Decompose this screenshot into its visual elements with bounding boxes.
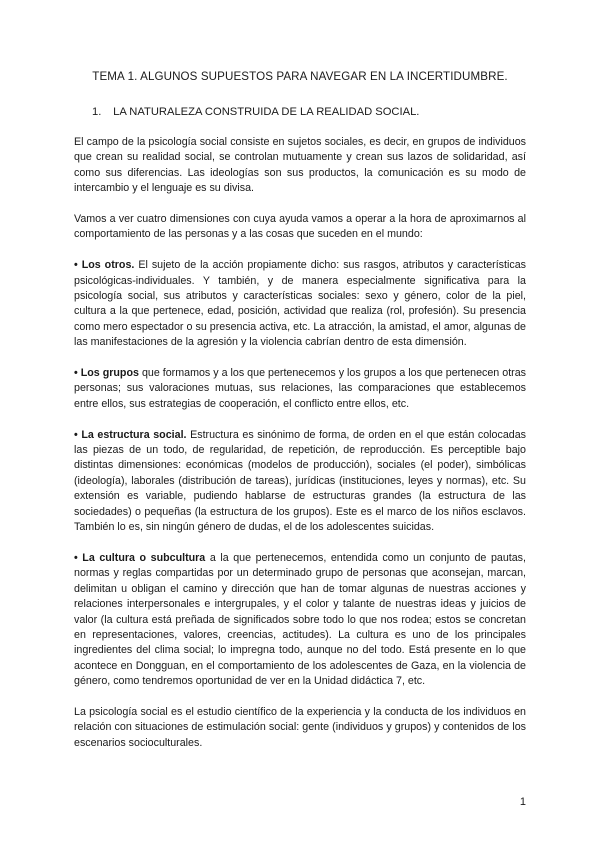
dimension-paragraph: [74, 428, 526, 536]
document-body: [74, 135, 526, 767]
dimension-label: • La estructura social.: [74, 428, 187, 441]
dimension-label: • Los grupos: [74, 367, 139, 380]
dimension-label: • Los otros.: [74, 259, 135, 272]
closing-paragraph: La psicología social es el estudio científico de la experiencia y la conducta de los individuos en relación con situaciones de estimulación social: gente (individuos y grupos) y contenidos de los escenarios socioculturales.: [74, 705, 526, 749]
dimension-paragraph: [74, 551, 526, 690]
dimension-text: que formamos y a los que pertenecemos y los grupos a los que pertenecen otras personas; sus valoraciones mutuas, sus relaciones, las comparaciones que establecemos entre ellos, sus estrategias de cooperación, el conflicto entre ellos, etc.: [74, 367, 527, 410]
section-heading: [92, 106, 419, 118]
section-title: LA NATURALEZA CONSTRUIDA DE LA REALIDAD SOCIAL.: [113, 106, 420, 118]
dimension-text: Estructura es sinónimo de forma, de orden en el que están colocadas las piezas de un todo, de regularidad, de repetición, de reproducción. Es perceptible bajo distintas dimensiones: económicas (modelos de producción), sociales (el poder), simbólicas (ideología), laborales (distribución de tareas), jurídicas (instituciones, leyes y normas), etc. Su extensión es variable, pudiendo hablarse de estructuras grandes (la estructura de las sociedades) o pequeñas (la estructura de los grupos). Este es el marco de los niños esclavos. También lo es, sin ningún género de dudas, el de los adolescentes suicidas.: [74, 428, 526, 534]
dimension-paragraph: [74, 258, 526, 350]
section-number: 1.: [92, 106, 102, 118]
intro-paragraph: El campo de la psicología social consiste en sujetos sociales, es decir, en grupos de individuos que crean su realidad social, se controlan mutuamente y crean sus lazos de solidaridad, así como sus diferencias. Las ideologías son sus productos, la comunicación es su modo de intercambio y el lenguaje es su divisa.: [74, 136, 526, 195]
dimension-text: El sujeto de la acción propiamente dicho: sus rasgos, atributos y características psicológicas-individuales. Y también, y de manera especialmente significativa para la psicología social, sus atributos y características sociales: sexo y género, color de la piel, cultura a la que pertenece, edad, posición, actividad que realiza (rol, profesión). Su presencia como mero espectador o su presencia activa, etc. La atracción, la amistad, el amor, algunas de las manifestaciones de la agresión y la violencia cabrían dentro de esta dimensión.: [74, 259, 526, 349]
lead-paragraph: Vamos a ver cuatro dimensiones con cuya ayuda vamos a operar a la hora de aproximarnos al comportamiento de las personas y a las cosas que suceden en el mundo:: [74, 213, 526, 241]
dimension-label: • La cultura o subcultura: [74, 551, 206, 564]
dimension-text: a la que pertenecemos, entendida como un conjunto de pautas, normas y reglas compartidas por un determinado grupo de personas que aconsejan, marcan, delimitan u obligan el camino y dirección que han de tomar algunas de nuestras acciones y relaciones interpersonales e intergrupales, y el color y talante de nuestras ideas y juicios de valor (la cultura está preñada de significados sobre todo lo que nos rodea; estos se concretan en representaciones, valores, creencias, actitudes). La cultura es uno de los principales ingredientes del clima social; lo impregna todo, aunque no del todo. Está presente en lo que acontece en Dongguan, en el comportamiento de los adolescentes de Gaza, en la violencia de género, como tendremos oportunidad de ver en la Unidad didáctica 7, etc.: [74, 551, 526, 688]
document-title: TEMA 1. ALGUNOS SUPUESTOS PARA NAVEGAR EN LA INCERTIDUMBRE.: [92, 70, 508, 83]
page-number: 1: [519, 796, 526, 808]
dimension-paragraph: [74, 366, 526, 412]
